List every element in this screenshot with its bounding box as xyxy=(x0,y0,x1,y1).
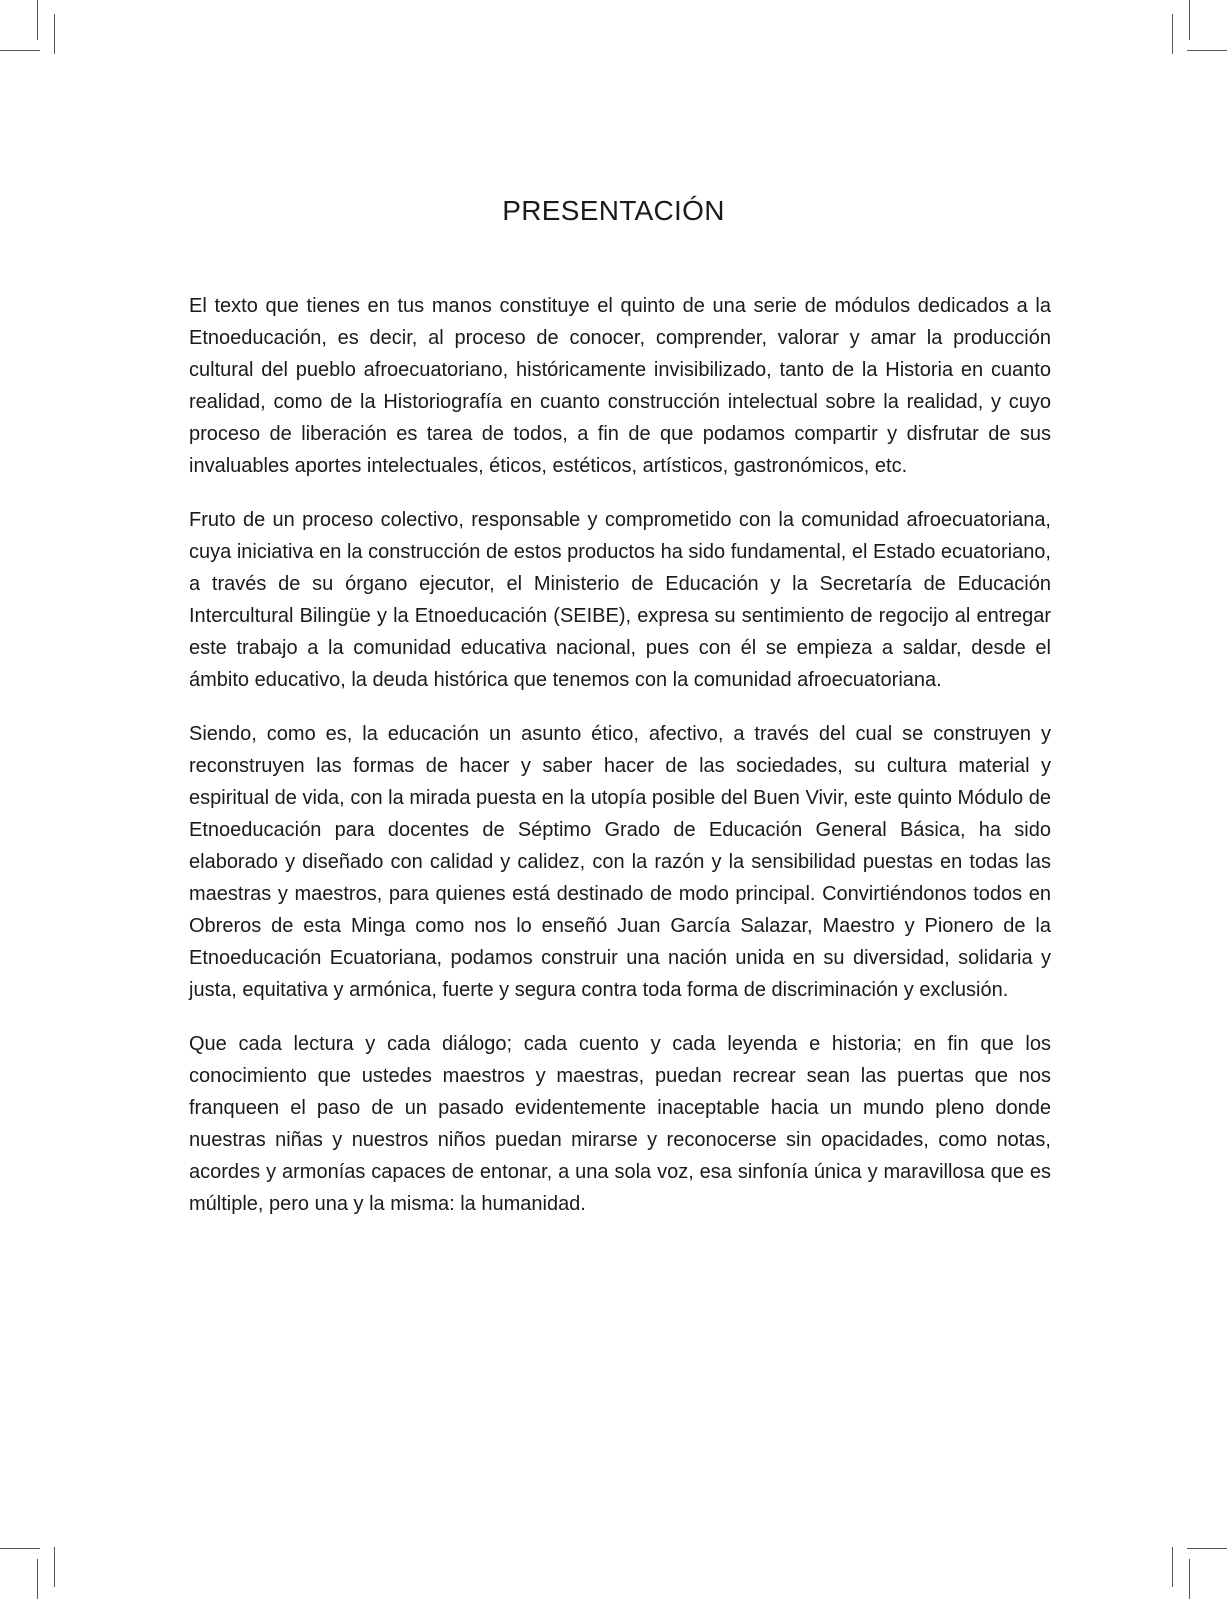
crop-mark-bottom-left-v1 xyxy=(37,1559,38,1599)
crop-mark-bottom-left-v2 xyxy=(54,1547,55,1587)
crop-mark-top-right-v1 xyxy=(1189,0,1190,40)
crop-mark-top-right-h xyxy=(1187,50,1227,51)
paragraph-4: Que cada lectura y cada diálogo; cada cuento y cada leyenda e historia; en fin que los conocimiento que ustedes maestros y maestras, puedan recrear sean las puertas que nos franqueen el paso de un pasado evidentemente inaceptable hacia un mundo pleno donde nuestras niñas y nuestros niños puedan mirarse y reconocerse sin opacidades, como notas, acordes y armonías capaces de entonar, a una sola voz, esa sinfonía única y maravillosa que es múltiple, pero una y la misma: la humanidad. xyxy=(189,1033,1051,1215)
crop-mark-top-left-v2 xyxy=(54,14,55,54)
crop-mark-bottom-right-v1 xyxy=(1189,1559,1190,1599)
crop-mark-bottom-left-h xyxy=(0,1548,40,1549)
paragraph-2: Fruto de un proceso colectivo, responsable y comprometido con la comunidad afroecuatoriana, cuya iniciativa en la construcción de estos productos ha sido fundamental, el Estado ecuatoriano, a través de su órgano ejecutor, el Ministerio de Educación y la Secretaría de Educación Intercultural Bilingüe y la Etnoeducación (SEIBE), expresa su sentimiento de regocijo al entregar este trabajo a la comunidad educativa nacional, pues con él se empieza a saldar, desde el ámbito educativo, la deuda histórica que tenemos con la comunidad afroecuatoriana. xyxy=(189,509,1051,691)
paragraph-3: Siendo, como es, la educación un asunto ético, afectivo, a través del cual se construyen y reconstruyen las formas de hacer y saber hacer de las sociedades, su cultura material y espiritual de vida, con la mirada puesta en la utopía posible del Buen Vivir, este quinto Módulo de Etnoeducación para docentes de Séptimo Grado de Educación General Básica, ha sido elaborado y diseñado con calidad y calidez, con la razón y la sensibilidad puestas en todas las maestras y maestros, para quienes está destinado de modo principal. Convirtiéndonos todos en Obreros de esta Minga como nos lo enseñó Juan García Salazar, Maestro y Pionero de la Etnoeducación Ecuatoriana, podamos construir una nación unida en su diversidad, solidaria y justa, equitativa y armónica, fuerte y segura contra toda forma de discriminación y exclusión. xyxy=(189,723,1051,1001)
crop-mark-bottom-right-v2 xyxy=(1172,1547,1173,1587)
crop-mark-top-left-v1 xyxy=(37,0,38,40)
paragraph-1: El texto que tienes en tus manos constituye el quinto de una serie de módulos dedicados a la Etnoeducación, es decir, al proceso de conocer, comprender, valorar y amar la producción cultural del pueblo afroecuatoriano, históricamente invisibilizado, tanto de la Historia en cuanto realidad, como de la Historiografía en cuanto construcción intelectual sobre la realidad, y cuyo proceso de liberación es tarea de todos, a fin de que podamos compartir y disfrutar de sus invaluables aportes intelectuales, éticos, estéticos, artísticos, gastronómicos, etc. xyxy=(189,295,1051,477)
crop-mark-bottom-right-h xyxy=(1187,1548,1227,1549)
crop-mark-top-right-v2 xyxy=(1172,14,1173,54)
crop-mark-top-left-h xyxy=(0,50,40,51)
body-text xyxy=(189,290,1051,1242)
page-title: PRESENTACIÓN xyxy=(502,195,725,226)
